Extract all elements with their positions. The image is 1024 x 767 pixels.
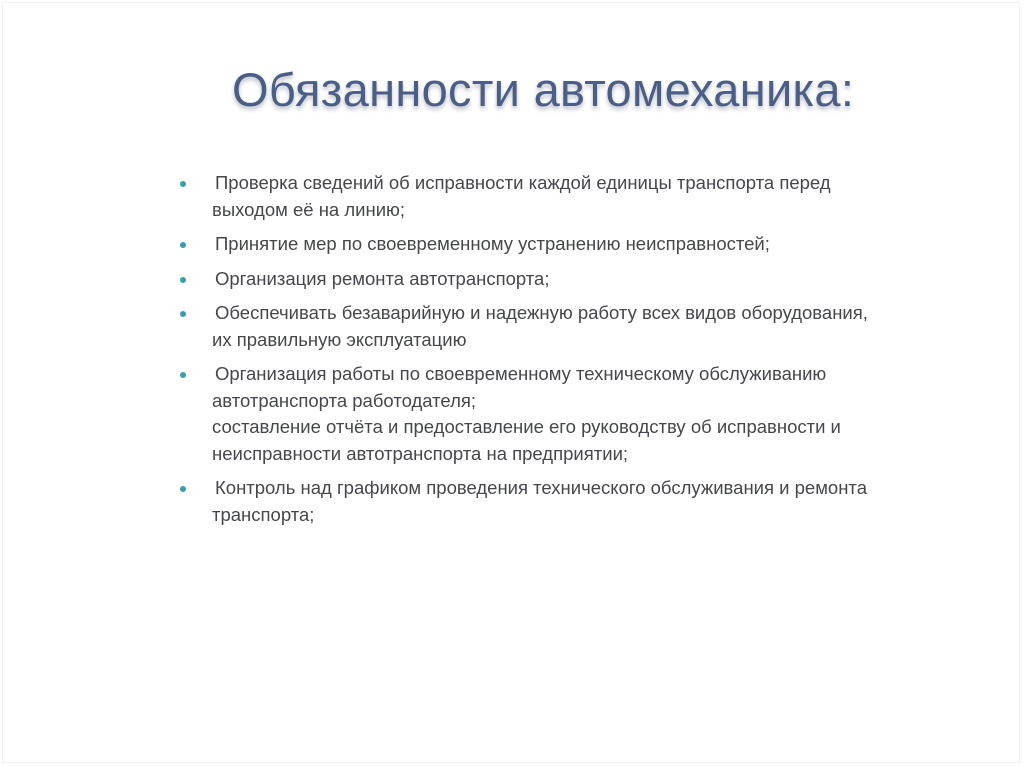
bullet-list [178,170,978,536]
bullet-text-line: Контроль над графиком проведения технического обслуживания и ремонта [215,477,867,498]
bullet-dot-icon [180,242,186,248]
list-item [178,231,978,258]
bullet-text-line: составление отчёта и предоставление его руководству об исправности и [212,416,841,437]
bullet-text-line: транспорта; [212,503,315,525]
bullet-text-line: автотранспорта работодателя; [212,389,477,411]
bullet-dot-icon [180,372,186,378]
slide-title: Обязанности автомеханика: [232,63,855,116]
bullet-text-line: Принятие мер по своевременному устранению неисправностей; [215,233,770,254]
bullet-text-line: Организация работы по своевременному техническому обслуживанию [215,363,827,384]
bullet-text-line: их правильную эксплуатацию [212,328,467,350]
bullet-dot-icon [180,486,186,492]
list-item [178,266,978,293]
bullet-text-line: Обеспечивать безаварийную и надежную работу всех видов оборудования, [215,302,868,323]
list-item [178,361,978,467]
bullet-dot-icon [180,277,186,283]
bullet-text-line: Проверка сведений об исправности каждой единицы транспорта перед [215,172,831,193]
bullet-text-line: Организация ремонта автотранспорта; [215,267,550,289]
bullet-text-line: выходом её на линию; [212,198,406,220]
list-item [178,170,978,223]
bullet-text-line: неисправности автотранспорта на предприятии; [212,442,629,464]
bullet-dot-icon [180,311,186,317]
list-item [178,300,978,353]
list-item [178,475,978,528]
bullet-dot-icon [180,181,186,187]
